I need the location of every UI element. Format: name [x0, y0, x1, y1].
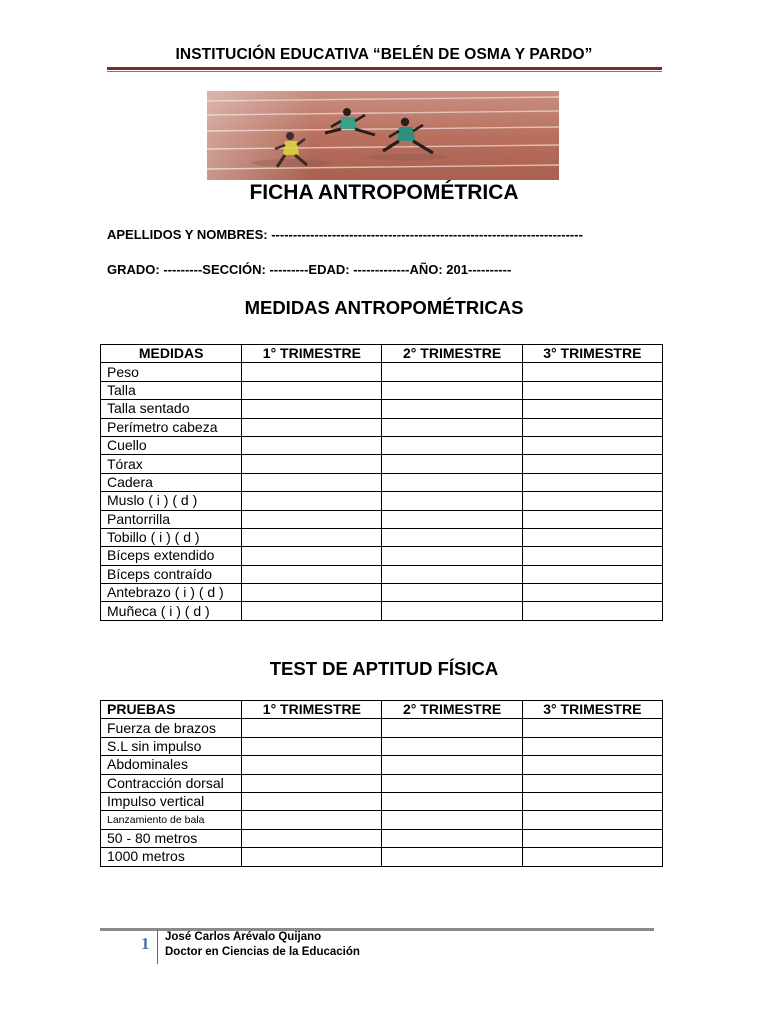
- blank-cell[interactable]: [242, 510, 382, 528]
- row-label: Lanzamiento de bala: [101, 811, 242, 829]
- blank-cell[interactable]: [382, 436, 522, 454]
- table-row: [101, 547, 663, 565]
- blank-cell[interactable]: [522, 584, 662, 602]
- table-row: [101, 510, 663, 528]
- blank-cell[interactable]: [522, 473, 662, 491]
- table-row: [101, 363, 663, 381]
- blank-cell[interactable]: [522, 455, 662, 473]
- blank-cell[interactable]: [242, 848, 382, 866]
- blank-cell[interactable]: [382, 848, 522, 866]
- blank-cell[interactable]: [382, 829, 522, 847]
- blank-cell[interactable]: [522, 756, 662, 774]
- table-row: [101, 756, 663, 774]
- blank-cell[interactable]: [242, 811, 382, 829]
- blank-cell[interactable]: [242, 774, 382, 792]
- blank-cell[interactable]: [382, 473, 522, 491]
- blank-cell[interactable]: [382, 418, 522, 436]
- blank-cell[interactable]: [522, 792, 662, 810]
- blank-cell[interactable]: [382, 492, 522, 510]
- blank-cell[interactable]: [522, 492, 662, 510]
- table-row: [101, 400, 663, 418]
- blank-cell[interactable]: [242, 547, 382, 565]
- page-number: 1: [141, 934, 150, 953]
- blank-cell[interactable]: [382, 381, 522, 399]
- blank-cell[interactable]: [522, 510, 662, 528]
- row-label: Antebrazo ( i ) ( d ): [101, 584, 242, 602]
- blank-cell[interactable]: [242, 737, 382, 755]
- column-header: 3° TRIMESTRE: [522, 345, 662, 363]
- table-row: [101, 436, 663, 454]
- row-label: Abdominales: [101, 756, 242, 774]
- row-label: Fuerza de brazos: [101, 719, 242, 737]
- blank-cell[interactable]: [242, 363, 382, 381]
- table-row: [101, 792, 663, 810]
- column-header: PRUEBAS: [101, 701, 242, 719]
- row-label: 1000 metros: [101, 848, 242, 866]
- blank-cell[interactable]: [382, 719, 522, 737]
- blank-cell[interactable]: [382, 510, 522, 528]
- blank-cell[interactable]: [242, 719, 382, 737]
- blank-cell[interactable]: [382, 455, 522, 473]
- blank-cell[interactable]: [522, 363, 662, 381]
- column-header: MEDIDAS: [101, 345, 242, 363]
- table-row: [101, 584, 663, 602]
- row-label: Bíceps contraído: [101, 565, 242, 583]
- institution-header: INSTITUCIÓN EDUCATIVA “BELÉN DE OSMA Y PARDO”: [175, 46, 593, 63]
- test-section-title: TEST DE APTITUD FÍSICA: [269, 658, 499, 679]
- blank-cell[interactable]: [522, 547, 662, 565]
- table-header-row: [101, 345, 663, 363]
- blank-cell[interactable]: [382, 792, 522, 810]
- blank-cell[interactable]: [382, 528, 522, 546]
- blank-cell[interactable]: [522, 400, 662, 418]
- blank-cell[interactable]: [242, 584, 382, 602]
- row-label: Cadera: [101, 473, 242, 491]
- row-label: Tobillo ( i ) ( d ): [101, 528, 242, 546]
- apellidos-field: APELLIDOS Y NOMBRES: ------------------------------------------------------------------------: [107, 227, 583, 242]
- table-row: [101, 774, 663, 792]
- row-label: Talla: [101, 381, 242, 399]
- blank-cell[interactable]: [242, 418, 382, 436]
- table-row: [101, 565, 663, 583]
- table-row: [101, 418, 663, 436]
- row-label: Cuello: [101, 436, 242, 454]
- row-label: Muñeca ( i ) ( d ): [101, 602, 242, 620]
- column-header: 2° TRIMESTRE: [382, 701, 522, 719]
- runners-track-image: [207, 91, 559, 180]
- blank-cell[interactable]: [522, 737, 662, 755]
- footer-author: José Carlos Arévalo Quijano: [165, 931, 322, 943]
- test-table: [100, 700, 663, 867]
- blank-cell[interactable]: [382, 811, 522, 829]
- table-row: [101, 528, 663, 546]
- column-header: 3° TRIMESTRE: [522, 701, 662, 719]
- blank-cell[interactable]: [522, 719, 662, 737]
- blank-cell[interactable]: [242, 381, 382, 399]
- table-row: [101, 455, 663, 473]
- medidas-section-title: MEDIDAS ANTROPOMÉTRICAS: [244, 297, 524, 318]
- row-label: 50 - 80 metros: [101, 829, 242, 847]
- blank-cell[interactable]: [382, 756, 522, 774]
- blank-cell[interactable]: [522, 602, 662, 620]
- blank-cell[interactable]: [522, 848, 662, 866]
- blank-cell[interactable]: [242, 492, 382, 510]
- blank-cell[interactable]: [242, 792, 382, 810]
- table-row: [101, 492, 663, 510]
- header-divider: [107, 67, 662, 73]
- blank-cell[interactable]: [522, 436, 662, 454]
- blank-cell[interactable]: [242, 473, 382, 491]
- blank-cell[interactable]: [522, 565, 662, 583]
- blank-cell[interactable]: [522, 381, 662, 399]
- blank-cell[interactable]: [242, 602, 382, 620]
- row-label: Contracción dorsal: [101, 774, 242, 792]
- table-row: [101, 848, 663, 866]
- row-label: S.L sin impulso: [101, 737, 242, 755]
- blank-cell[interactable]: [522, 528, 662, 546]
- table-row: [101, 811, 663, 829]
- document-title: FICHA ANTROPOMÉTRICA: [249, 181, 519, 204]
- table-row: [101, 719, 663, 737]
- row-label: Tórax: [101, 455, 242, 473]
- table-row: [101, 829, 663, 847]
- column-header: 1° TRIMESTRE: [242, 345, 382, 363]
- blank-cell[interactable]: [242, 436, 382, 454]
- blank-cell[interactable]: [382, 774, 522, 792]
- table-row: [101, 737, 663, 755]
- column-header: 1° TRIMESTRE: [242, 701, 382, 719]
- medidas-table: [100, 344, 663, 621]
- table-header-row: [101, 701, 663, 719]
- blank-cell[interactable]: [522, 811, 662, 829]
- row-label: Bíceps extendido: [101, 547, 242, 565]
- row-label: Impulso vertical: [101, 792, 242, 810]
- row-label: Perímetro cabeza: [101, 418, 242, 436]
- row-label: Peso: [101, 363, 242, 381]
- column-header: 2° TRIMESTRE: [382, 345, 522, 363]
- blank-cell[interactable]: [382, 565, 522, 583]
- blank-cell[interactable]: [242, 528, 382, 546]
- table-row: [101, 381, 663, 399]
- blank-cell[interactable]: [382, 602, 522, 620]
- row-label: Muslo ( i ) ( d ): [101, 492, 242, 510]
- blank-cell[interactable]: [522, 829, 662, 847]
- blank-cell[interactable]: [382, 547, 522, 565]
- table-row: [101, 473, 663, 491]
- row-label: Pantorrilla: [101, 510, 242, 528]
- blank-cell[interactable]: [242, 400, 382, 418]
- blank-cell[interactable]: [242, 829, 382, 847]
- blank-cell[interactable]: [382, 363, 522, 381]
- row-label: Talla sentado: [101, 400, 242, 418]
- blank-cell[interactable]: [522, 418, 662, 436]
- blank-cell[interactable]: [522, 774, 662, 792]
- blank-cell[interactable]: [382, 400, 522, 418]
- footer-separator: [157, 930, 158, 964]
- grado-seccion-edad-field: GRADO: ---------SECCIÓN: ---------EDAD: -------------AÑO: 201----------: [107, 262, 512, 277]
- blank-cell[interactable]: [242, 455, 382, 473]
- table-row: [101, 602, 663, 620]
- blank-cell[interactable]: [242, 565, 382, 583]
- blank-cell[interactable]: [242, 756, 382, 774]
- blank-cell[interactable]: [382, 737, 522, 755]
- footer-degree: Doctor en Ciencias de la Educación: [165, 946, 360, 958]
- blank-cell[interactable]: [382, 584, 522, 602]
